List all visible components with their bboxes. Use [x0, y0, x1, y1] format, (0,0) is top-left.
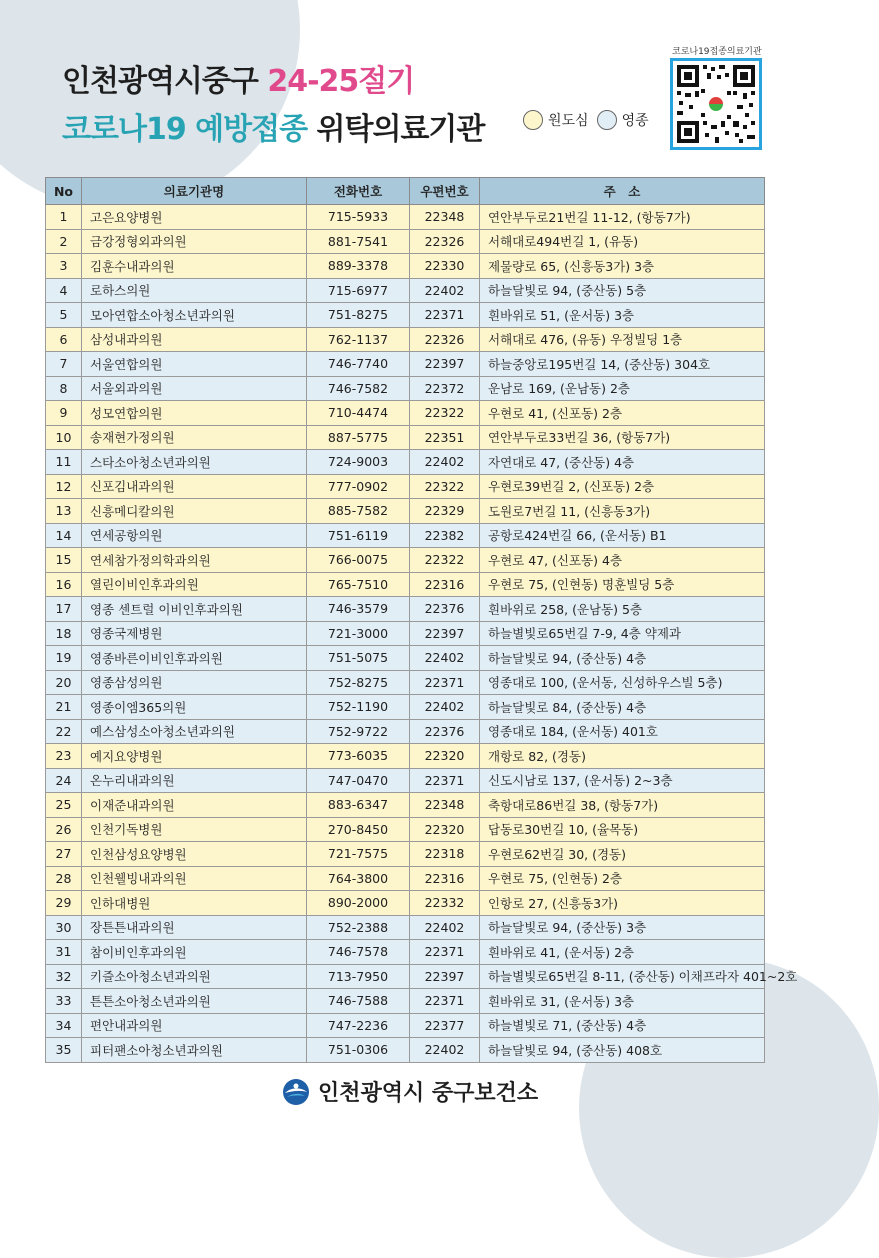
- cell-phone: 885-7582: [307, 499, 410, 524]
- table-row: [46, 523, 765, 548]
- cell-name: 서울외과의원: [82, 376, 307, 401]
- cell-address: 우현로62번길 30, (경동): [480, 842, 765, 867]
- cell-phone: 746-7582: [307, 376, 410, 401]
- table-row: [46, 719, 765, 744]
- table-row: [46, 915, 765, 940]
- cell-zip: 22371: [410, 670, 480, 695]
- cell-no: 34: [46, 1013, 82, 1038]
- cell-address: 하늘달빛로 84, (중산동) 4층: [480, 695, 765, 720]
- cell-address: 제물량로 65, (신흥동3가) 3층: [480, 254, 765, 279]
- cell-zip: 22372: [410, 376, 480, 401]
- col-header-name: 의료기관명: [82, 178, 307, 205]
- table-row: [46, 891, 765, 916]
- table-row: [46, 401, 765, 426]
- table-row: [46, 793, 765, 818]
- table-row: [46, 303, 765, 328]
- table-row: [46, 572, 765, 597]
- cell-no: 2: [46, 229, 82, 254]
- cell-no: 31: [46, 940, 82, 965]
- cell-name: 고은요양병원: [82, 205, 307, 230]
- cell-no: 1: [46, 205, 82, 230]
- cell-address: 우현로 41, (신포동) 2층: [480, 401, 765, 426]
- cell-phone: 715-5933: [307, 205, 410, 230]
- cell-no: 3: [46, 254, 82, 279]
- table-row: [46, 695, 765, 720]
- cell-name: 김훈수내과의원: [82, 254, 307, 279]
- table-row: [46, 621, 765, 646]
- cell-zip: 22402: [410, 915, 480, 940]
- cell-no: 24: [46, 768, 82, 793]
- cell-phone: 887-5775: [307, 425, 410, 450]
- table-row: [46, 744, 765, 769]
- cell-address: 영종대로 100, (운서동, 신성하우스빌 5층): [480, 670, 765, 695]
- table-row: [46, 866, 765, 891]
- cell-phone: 883-6347: [307, 793, 410, 818]
- cell-address: 도원로7번길 11, (신흥동3가): [480, 499, 765, 524]
- cell-address: 흰바위로 31, (운서동) 3층: [480, 989, 765, 1014]
- cell-phone: 746-7578: [307, 940, 410, 965]
- table-row: [46, 450, 765, 475]
- cell-phone: 751-0306: [307, 1038, 410, 1063]
- cell-phone: 721-3000: [307, 621, 410, 646]
- cell-no: 18: [46, 621, 82, 646]
- cell-zip: 22322: [410, 401, 480, 426]
- table-row: [46, 278, 765, 303]
- footer: [282, 1076, 538, 1107]
- legend-label: 영종: [621, 113, 649, 129]
- legend-swatch-yellow: [523, 110, 543, 130]
- cell-phone: 751-8275: [307, 303, 410, 328]
- cell-address: 답동로30번길 10, (율목동): [480, 817, 765, 842]
- cell-phone: 721-7575: [307, 842, 410, 867]
- cell-name: 영종삼성의원: [82, 670, 307, 695]
- cell-no: 23: [46, 744, 82, 769]
- table-row: [46, 425, 765, 450]
- cell-name: 튼튼소아청소년과의원: [82, 989, 307, 1014]
- cell-no: 32: [46, 964, 82, 989]
- cell-name: 신포김내과의원: [82, 474, 307, 499]
- cell-zip: 22397: [410, 352, 480, 377]
- cell-phone: 764-3800: [307, 866, 410, 891]
- health-center-logo-icon: [282, 1078, 310, 1106]
- legend-swatch-blue: [597, 110, 617, 130]
- table-row: [46, 670, 765, 695]
- cell-zip: 22318: [410, 842, 480, 867]
- cell-name: 스타소아청소년과의원: [82, 450, 307, 475]
- cell-zip: 22371: [410, 303, 480, 328]
- cell-phone: 766-0075: [307, 548, 410, 573]
- cell-no: 13: [46, 499, 82, 524]
- cell-name: 로하스의원: [82, 278, 307, 303]
- cell-no: 33: [46, 989, 82, 1014]
- table-body: [46, 205, 798, 1063]
- cell-address: 우현로 47, (신포동) 4층: [480, 548, 765, 573]
- title-line-1: [62, 56, 414, 100]
- cell-zip: 22402: [410, 450, 480, 475]
- cell-phone: 751-5075: [307, 646, 410, 671]
- cell-address: 영종대로 184, (운서동) 401호: [480, 719, 765, 744]
- cell-name: 장튼튼내과의원: [82, 915, 307, 940]
- qr-code-icon: [673, 61, 759, 147]
- cell-zip: 22402: [410, 695, 480, 720]
- col-header-address: 주 소: [480, 178, 765, 205]
- cell-zip: 22397: [410, 621, 480, 646]
- cell-no: 8: [46, 376, 82, 401]
- cell-name: 편안내과의원: [82, 1013, 307, 1038]
- table-row: [46, 548, 765, 573]
- cell-no: 10: [46, 425, 82, 450]
- cell-phone: 746-3579: [307, 597, 410, 622]
- cell-zip: 22376: [410, 597, 480, 622]
- cell-phone: 270-8450: [307, 817, 410, 842]
- cell-name: 이재준내과의원: [82, 793, 307, 818]
- cell-no: 14: [46, 523, 82, 548]
- cell-zip: 22316: [410, 572, 480, 597]
- cell-name: 금강정형외과의원: [82, 229, 307, 254]
- cell-no: 5: [46, 303, 82, 328]
- cell-no: 26: [46, 817, 82, 842]
- cell-zip: 22382: [410, 523, 480, 548]
- cell-address: 하늘별빛로65번길 7-9, 4층 약제과: [480, 621, 765, 646]
- cell-zip: 22322: [410, 548, 480, 573]
- cell-name: 온누리내과의원: [82, 768, 307, 793]
- cell-address: 공항로424번길 66, (운서동) B1: [480, 523, 765, 548]
- cell-address: 운남로 169, (운남동) 2층: [480, 376, 765, 401]
- cell-zip: 22371: [410, 768, 480, 793]
- table-row: [46, 646, 765, 671]
- table-row: [46, 474, 765, 499]
- table-row: [46, 940, 765, 965]
- legend-item-yeongjong: [597, 110, 649, 130]
- cell-phone: 889-3378: [307, 254, 410, 279]
- cell-address: 서해대로494번길 1, (유동): [480, 229, 765, 254]
- cell-name: 서울연합의원: [82, 352, 307, 377]
- col-header-no: No: [46, 178, 82, 205]
- cell-no: 11: [46, 450, 82, 475]
- cell-name: 영종이엠365의원: [82, 695, 307, 720]
- cell-no: 30: [46, 915, 82, 940]
- cell-name: 성모연합의원: [82, 401, 307, 426]
- col-header-phone: 전화번호: [307, 178, 410, 205]
- cell-no: 9: [46, 401, 82, 426]
- cell-address: 개항로 82, (경동): [480, 744, 765, 769]
- cell-phone: 752-9722: [307, 719, 410, 744]
- table-row: [46, 1038, 765, 1063]
- table-row: [46, 352, 765, 377]
- cell-address: 하늘달빛로 94, (중산동) 5층: [480, 278, 765, 303]
- table-row: [46, 205, 765, 230]
- cell-name: 예지요양병원: [82, 744, 307, 769]
- cell-address: 하늘별빛로 71, (중산동) 4층: [480, 1013, 765, 1038]
- cell-name: 영종바른이비인후과의원: [82, 646, 307, 671]
- cell-no: 28: [46, 866, 82, 891]
- cell-phone: 713-7950: [307, 964, 410, 989]
- cell-zip: 22329: [410, 499, 480, 524]
- cell-address: 하늘중앙로195번길 14, (중산동) 304호: [480, 352, 765, 377]
- cell-name: 신흥메디칼의원: [82, 499, 307, 524]
- cell-no: 19: [46, 646, 82, 671]
- cell-zip: 22326: [410, 229, 480, 254]
- table-row: [46, 989, 765, 1014]
- cell-zip: 22316: [410, 866, 480, 891]
- cell-address: 하늘달빛로 94, (중산동) 408호: [480, 1038, 765, 1063]
- title-line-2: [62, 104, 484, 148]
- col-header-zip: 우편번호: [410, 178, 480, 205]
- cell-name: 삼성내과의원: [82, 327, 307, 352]
- cell-no: 21: [46, 695, 82, 720]
- cell-address: 흰바위로 41, (운서동) 2층: [480, 940, 765, 965]
- title-vaccination: 코로나19 예방접종: [62, 112, 308, 147]
- cell-address: 우현로39번길 2, (신포동) 2층: [480, 474, 765, 499]
- title-institutions: 위탁의료기관: [316, 112, 485, 147]
- cell-address: 축항대로86번길 38, (항동7가): [480, 793, 765, 818]
- cell-name: 키즐소아청소년과의원: [82, 964, 307, 989]
- cell-address: 하늘별빛로65번길 8-11, (중산동) 이채프라자 401~2호: [480, 964, 765, 989]
- cell-address: 자연대로 47, (중산동) 4층: [480, 450, 765, 475]
- cell-name: 인천기독병원: [82, 817, 307, 842]
- qr-code[interactable]: [670, 58, 762, 150]
- table-row: [46, 768, 765, 793]
- cell-no: 7: [46, 352, 82, 377]
- cell-name: 열린이비인후과의원: [82, 572, 307, 597]
- cell-name: 인천삼성요양병원: [82, 842, 307, 867]
- cell-address: 연안부두로33번길 36, (항동7가): [480, 425, 765, 450]
- cell-zip: 22320: [410, 817, 480, 842]
- institution-table: [45, 177, 798, 1063]
- cell-address: 우현로 75, (인현동) 명훈빌딩 5층: [480, 572, 765, 597]
- cell-zip: 22397: [410, 964, 480, 989]
- cell-name: 영종국제병원: [82, 621, 307, 646]
- cell-phone: 752-8275: [307, 670, 410, 695]
- cell-phone: 881-7541: [307, 229, 410, 254]
- cell-name: 예스삼성소아청소년과의원: [82, 719, 307, 744]
- cell-address: 우현로 75, (인현동) 2층: [480, 866, 765, 891]
- area-legend: [523, 110, 657, 130]
- table-row: [46, 254, 765, 279]
- cell-name: 인하대병원: [82, 891, 307, 916]
- cell-phone: 762-1137: [307, 327, 410, 352]
- cell-phone: 777-0902: [307, 474, 410, 499]
- table-row: [46, 229, 765, 254]
- cell-phone: 752-1190: [307, 695, 410, 720]
- cell-address: 신도시남로 137, (운서동) 2~3층: [480, 768, 765, 793]
- cell-name: 참이비인후과의원: [82, 940, 307, 965]
- cell-name: 영종 센트럴 이비인후과의원: [82, 597, 307, 622]
- footer-org-name: 인천광역시 중구보건소: [318, 1081, 539, 1106]
- cell-phone: 747-2236: [307, 1013, 410, 1038]
- cell-zip: 22330: [410, 254, 480, 279]
- cell-no: 25: [46, 793, 82, 818]
- table-row: [46, 597, 765, 622]
- cell-zip: 22332: [410, 891, 480, 916]
- cell-no: 22: [46, 719, 82, 744]
- cell-phone: 715-6977: [307, 278, 410, 303]
- cell-no: 12: [46, 474, 82, 499]
- cell-no: 17: [46, 597, 82, 622]
- cell-zip: 22326: [410, 327, 480, 352]
- cell-name: 연세참가정의학과의원: [82, 548, 307, 573]
- qr-caption: 코로나19접종의료기관: [672, 47, 762, 57]
- cell-no: 4: [46, 278, 82, 303]
- cell-zip: 22322: [410, 474, 480, 499]
- table-row: [46, 842, 765, 867]
- cell-zip: 22376: [410, 719, 480, 744]
- cell-name: 연세공항의원: [82, 523, 307, 548]
- cell-zip: 22377: [410, 1013, 480, 1038]
- cell-address: 서해대로 476, (유동) 우정빌딩 1층: [480, 327, 765, 352]
- table-row: [46, 376, 765, 401]
- legend-label: 원도심: [548, 113, 589, 129]
- cell-zip: 22371: [410, 940, 480, 965]
- cell-address: 인항로 27, (신흥동3가): [480, 891, 765, 916]
- cell-name: 피터팬소아청소년과의원: [82, 1038, 307, 1063]
- table-row: [46, 327, 765, 352]
- legend-item-downtown: [523, 110, 589, 130]
- cell-zip: 22402: [410, 278, 480, 303]
- cell-name: 송재현가정의원: [82, 425, 307, 450]
- cell-zip: 22402: [410, 1038, 480, 1063]
- table-row: [46, 1013, 765, 1038]
- cell-no: 27: [46, 842, 82, 867]
- cell-address: 하늘달빛로 94, (중산동) 3층: [480, 915, 765, 940]
- cell-phone: 746-7740: [307, 352, 410, 377]
- cell-address: 하늘달빛로 94, (중산동) 4층: [480, 646, 765, 671]
- cell-phone: 710-4474: [307, 401, 410, 426]
- cell-phone: 724-9003: [307, 450, 410, 475]
- cell-zip: 22371: [410, 989, 480, 1014]
- cell-no: 20: [46, 670, 82, 695]
- cell-name: 인천웰빙내과의원: [82, 866, 307, 891]
- table-header-row: [46, 178, 765, 205]
- cell-phone: 752-2388: [307, 915, 410, 940]
- cell-zip: 22348: [410, 793, 480, 818]
- cell-phone: 751-6119: [307, 523, 410, 548]
- cell-no: 35: [46, 1038, 82, 1063]
- title-region: 인천광역시중구: [62, 64, 258, 99]
- cell-phone: 765-7510: [307, 572, 410, 597]
- cell-name: 모아연합소아청소년과의원: [82, 303, 307, 328]
- cell-zip: 22402: [410, 646, 480, 671]
- cell-no: 29: [46, 891, 82, 916]
- cell-zip: 22348: [410, 205, 480, 230]
- cell-address: 흰바위로 51, (운서동) 3층: [480, 303, 765, 328]
- title-season: 24-25절기: [267, 64, 415, 99]
- cell-zip: 22351: [410, 425, 480, 450]
- table-row: [46, 817, 765, 842]
- cell-address: 연안부두로21번길 11-12, (항동7가): [480, 205, 765, 230]
- table-row: [46, 964, 765, 989]
- table-row: [46, 499, 765, 524]
- cell-address: 흰바위로 258, (운남동) 5층: [480, 597, 765, 622]
- cell-zip: 22320: [410, 744, 480, 769]
- cell-phone: 746-7588: [307, 989, 410, 1014]
- cell-phone: 890-2000: [307, 891, 410, 916]
- cell-no: 16: [46, 572, 82, 597]
- cell-no: 6: [46, 327, 82, 352]
- cell-no: 15: [46, 548, 82, 573]
- cell-phone: 747-0470: [307, 768, 410, 793]
- cell-phone: 773-6035: [307, 744, 410, 769]
